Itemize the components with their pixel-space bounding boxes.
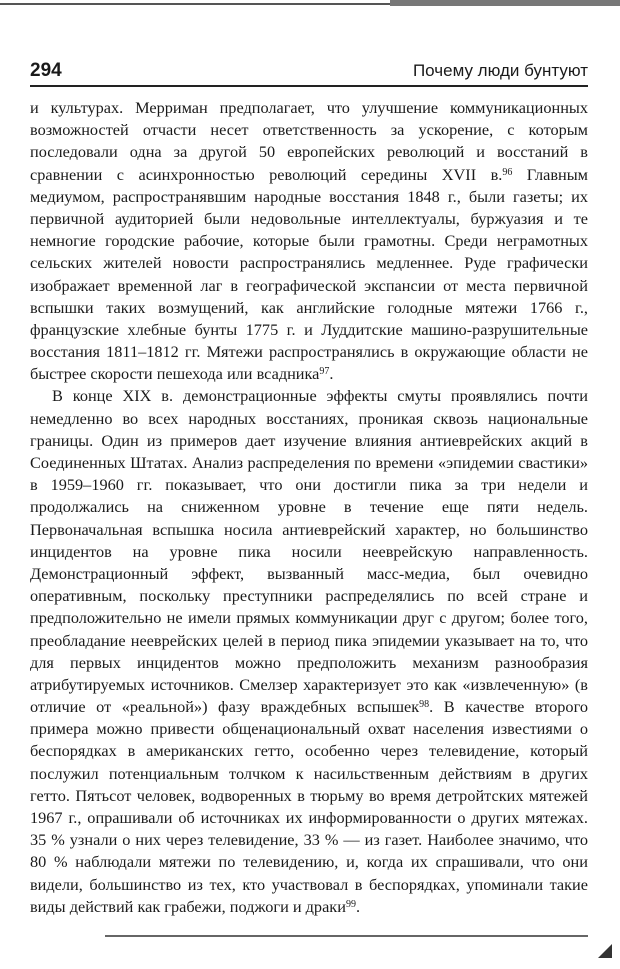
footnote-ref: 99	[345, 898, 356, 910]
text-run: В конце XIX в. демонстрационные эффекты смуты проявлялись почти немедленно во всех народных восстаниях, проникая сквозь национальные границы. Один из примеров дает изучение влияния антиеврейских акций в Соединенных Штатах. Анализ распределения по времени «эпидемии свастики» в 1959–1960 гг. показывает, что они достигли пика за три недели и продолжались на сниженном уровне в течение еще пяти недель. Первоначальная вспышка носила антиеврейский характер, но большинство инцидентов на уровне пика носили нееврейскую направленность. Демонстрационный эффект, вызванный масс-медиа, был очевидно оперативным, поскольку преступники распределялись по всей стране и предположительно не имели прямых коммуникации друг с другом; более того, преобладание нееврейских целей в период пика эпидемии указывает на то, что для первых инцидентов можно предположить механизм разнообразия атрибутируемых источников. Смелзер характеризует это как «извлеченную» (в отличие от «реальной») фазу враждебных вспышек	[30, 386, 588, 717]
top-edge-shadow	[390, 0, 620, 6]
footnote-ref: 98	[419, 699, 430, 711]
running-title: Почему люди бунтуют	[412, 61, 588, 80]
bottom-edge-rule	[105, 935, 588, 937]
text-run: . В качестве второго примера можно привести общенациональный охват населения известиями о беспорядках в американских гетто, особенно через телевидение, который послужил потенциальным толчком к насильственным действиям в других гетто. Пятьсот человек, водворенных в тюрьму во время детройтских мятежей 1967 г., опрашивали об источниках их информированности о других мятежах. 35 % узнали о них через телевидение, 33 % — из газет. Наиболее значимо, что 80 % наблюдали мятежи по телевидению, и, когда их спрашивали, что они видели, большинство из тех, кто участвовал в беспорядках, упоминали такие виды действий как грабежи, поджоги и драки	[30, 697, 588, 916]
text-run: .	[329, 364, 334, 384]
text-run: Главным медиумом, распространявшим народные восстания 1848 г., были газеты; их первичной аудиторией были недовольные интеллектуалы, буржуазия и те немногие городские рабочие, которые были грамотны. Среди неграмотных сельских жителей новости распространялись медленнее. Руде графически изображает временной лаг в географической экспансии от места первичной вспышки таких возмущений, как английские голодные мятежи 1766 г., французские хлебные бунты 1775 г. и Луддитские машино-разрушительные восстания 1811–1812 гг. Мятежи распространялись в окружающие области не быстрее скорости пешехода или всадника	[30, 164, 588, 384]
text-run: и культурах. Мерриман предполагает, что улучшение коммуникационных возможностей отчасти несет ответственность за ускорение, с которым последовали одна за другой 50 европейских революций и восстаний в сравнении с асинхронностью революций середины XVII в.	[30, 98, 588, 184]
body-text	[30, 97, 588, 918]
footnote-ref: 96	[502, 166, 513, 178]
paragraph	[30, 97, 588, 385]
footnote-ref: 97	[319, 366, 330, 378]
page-number: 294	[30, 60, 62, 81]
page-header	[30, 58, 588, 84]
paragraph	[30, 385, 588, 918]
corner-scan-mark	[598, 944, 612, 958]
text-run: .	[355, 896, 361, 916]
header-rule	[30, 85, 588, 87]
